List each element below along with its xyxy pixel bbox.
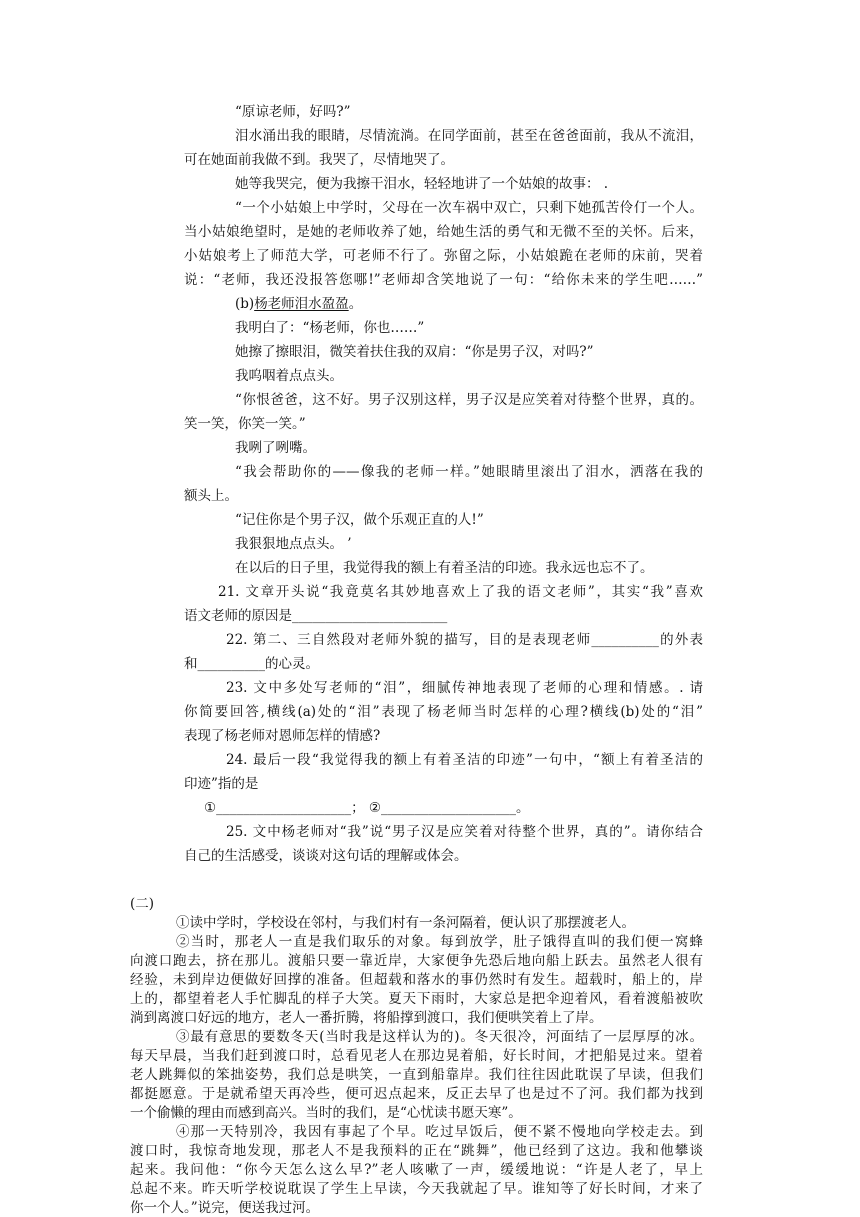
paragraph-line: 在以后的日子里，我觉得我的额上有着圣洁的印迹。我永远也忘不了。: [235, 560, 654, 576]
paragraph-line: 小姑娘考上了师范大学，可老师不行了。弥留之际，小姑娘跪在老师的床前，哭着: [184, 248, 703, 264]
paragraph-line: “我会帮助你的——像我的老师一样。”她眼睛里滚出了泪水，洒落在我的: [235, 464, 703, 480]
paragraph-line: “原谅老师，好吗?”: [235, 104, 351, 120]
question-22: 22. 第二、三自然段对老师外貌的描写，目的是表现老师__________的外表: [226, 632, 703, 648]
paragraph-line: 向渡口跑去，挤在那儿。渡船只要一靠近岸，大家便争先恐后地向船上跃去。虽然老人很有: [130, 953, 703, 969]
paragraph-line: “记住你是个男子汉，做个乐观正直的人!”: [235, 512, 484, 528]
question-21: 21. 文章开头说“我竟莫名其妙地喜欢上了我的语文老师”，其实“我”喜欢: [218, 584, 703, 600]
paragraph-line: 她等我哭完，便为我擦干泪水，轻轻地讲了一个姑娘的故事： .: [235, 176, 609, 192]
paragraph-line: 额头上。: [184, 488, 238, 504]
blank-b-underlined-text: 杨老师泪水盈盈: [254, 296, 349, 312]
paragraph-line: 我狠狠地点点头。 ’: [235, 536, 352, 552]
paragraph-line: 淌到离渡口好远的地方，老人一番折腾，将船撑到渡口，我们便哄笑着上了岸。: [130, 1010, 603, 1026]
question-22-blank[interactable]: 和__________的心灵。: [184, 656, 319, 672]
paragraph-line: 经验，未到岸边便做好回撑的准备。但超载和落水的事仍然时有发生。超载时，船上的，岸: [130, 972, 703, 988]
paragraph-line: 我呜咽着点点头。: [235, 368, 343, 384]
paragraph-line: “你恨爸爸，这不好。男子汉别这样，男子汉是应笑着对待整个世界，真的。: [235, 392, 703, 408]
paragraph-line: 我明白了：“杨老师，你也……”: [235, 320, 425, 336]
section-heading: (二): [130, 896, 155, 912]
question-24: 24. 最后一段“我觉得我的额上有着圣洁的印迹”一句中，“额上有着圣洁的: [226, 752, 703, 768]
paragraph-line: 说：“老师，我还没报答您哪!”老师却含笑地说了一句：“给你未来的学生吧……”: [184, 272, 703, 288]
question-24-blanks[interactable]: ①____________________； ②____________________。: [204, 800, 530, 816]
question-25: 25. 文中杨老师对“我”说“男子汉是应笑着对待整个世界，真的”。请你结合: [226, 824, 703, 840]
question-23: 表现了杨老师对恩师怎样的情感?: [184, 728, 381, 744]
paragraph-line: ②当时，那老人一直是我们取乐的对象。每到放学，肚子饿得直叫的我们便一窝蜂: [176, 934, 703, 950]
paragraph-line: 笑一笑，你笑一笑。”: [184, 416, 306, 432]
question-23: 你简要回答,横线(a)处的“泪”表现了杨老师当时怎样的心理?横线(b)处的“泪”: [184, 704, 703, 720]
paragraph-line: 都挺愿意。于是就希望天再冷些，便可迟点起来，反正去早了也是过不了河。我们都为找到: [130, 1086, 703, 1102]
paragraph-line: 一个偷懒的理由而感到高兴。当时的我们，是“心忧读书愿天寒”。: [130, 1105, 522, 1121]
question-24: 印迹”指的是: [184, 776, 259, 792]
paragraph-line: 每天早晨，当我们赶到渡口时，总看见老人在那边晃着船，好长时间，才把船晃过来。望着: [130, 1048, 703, 1064]
paragraph-line: 上的，都望着老人手忙脚乱的样子大笑。夏天下雨时，大家总是把伞迎着风，看着渡船被吹: [130, 991, 703, 1007]
paragraph-line: “一个小姑娘上中学时，父母在一次车祸中双亡，只剩下她孤苦伶仃一个人。: [235, 200, 703, 216]
paragraph-line: 老人跳舞似的笨拙姿势，我们总是哄笑，一直到船靠岸。我们往往因此耽误了早读，但我们: [130, 1067, 703, 1083]
blank-b-line: [235, 295, 362, 313]
paragraph-line: 起来。我问他：“你今天怎么这么早?”老人咳嗽了一声，缓缓地说：“许是人老了，早上: [130, 1162, 703, 1178]
question-25: 自己的生活感受，谈谈对这句话的理解或体会。: [184, 848, 468, 864]
paragraph-line: 我咧了咧嘴。: [235, 440, 316, 456]
paragraph-line: 可在她面前我做不到。我哭了，尽情地哭了。: [184, 152, 454, 168]
paragraph-line: 你一个人。”说完，便送我过河。: [130, 1200, 320, 1216]
paragraph-line: ③最有意思的要数冬天(当时我是这样认为的)。冬天很冷，河面结了一层厚厚的冰。: [176, 1029, 703, 1045]
paragraph-line: ①读中学时，学校设在邻村，与我们村有一条河隔着，便认识了那摆渡老人。: [176, 915, 635, 931]
punctuation: 。: [348, 296, 363, 312]
paragraph-line: ④那一天特别冷，我因有事起了个早。吃过早饭后，便不紧不慢地向学校走去。到: [176, 1124, 703, 1140]
paragraph-line: 泪水涌出我的眼睛，尽情流淌。在同学面前，甚至在爸爸面前，我从不流泪，: [235, 128, 703, 144]
question-23: 23. 文中多处写老师的“泪”，细腻传神地表现了老师的心理和情感。. 请: [226, 680, 703, 696]
blank-b-label: (b): [235, 296, 255, 312]
paragraph-line: 渡口时，我惊奇地发现，那老人不是我预料的正在“跳舞”，他已经到了这边。我和他攀谈: [130, 1143, 703, 1159]
paragraph-line: 总起不来。昨天听学校说耽误了学生上早读，今天我就起了早。谁知等了好长时间，才来了: [130, 1181, 703, 1197]
paragraph-line: 她擦了擦眼泪，微笑着扶住我的双肩：“你是男子汉，对吗?”: [235, 344, 594, 360]
question-21-blank[interactable]: 语文老师的原因是_______________________: [184, 608, 448, 624]
paragraph-line: 当小姑娘绝望时，是她的老师收养了她，给她生活的勇气和无微不至的关怀。后来，: [184, 224, 703, 240]
